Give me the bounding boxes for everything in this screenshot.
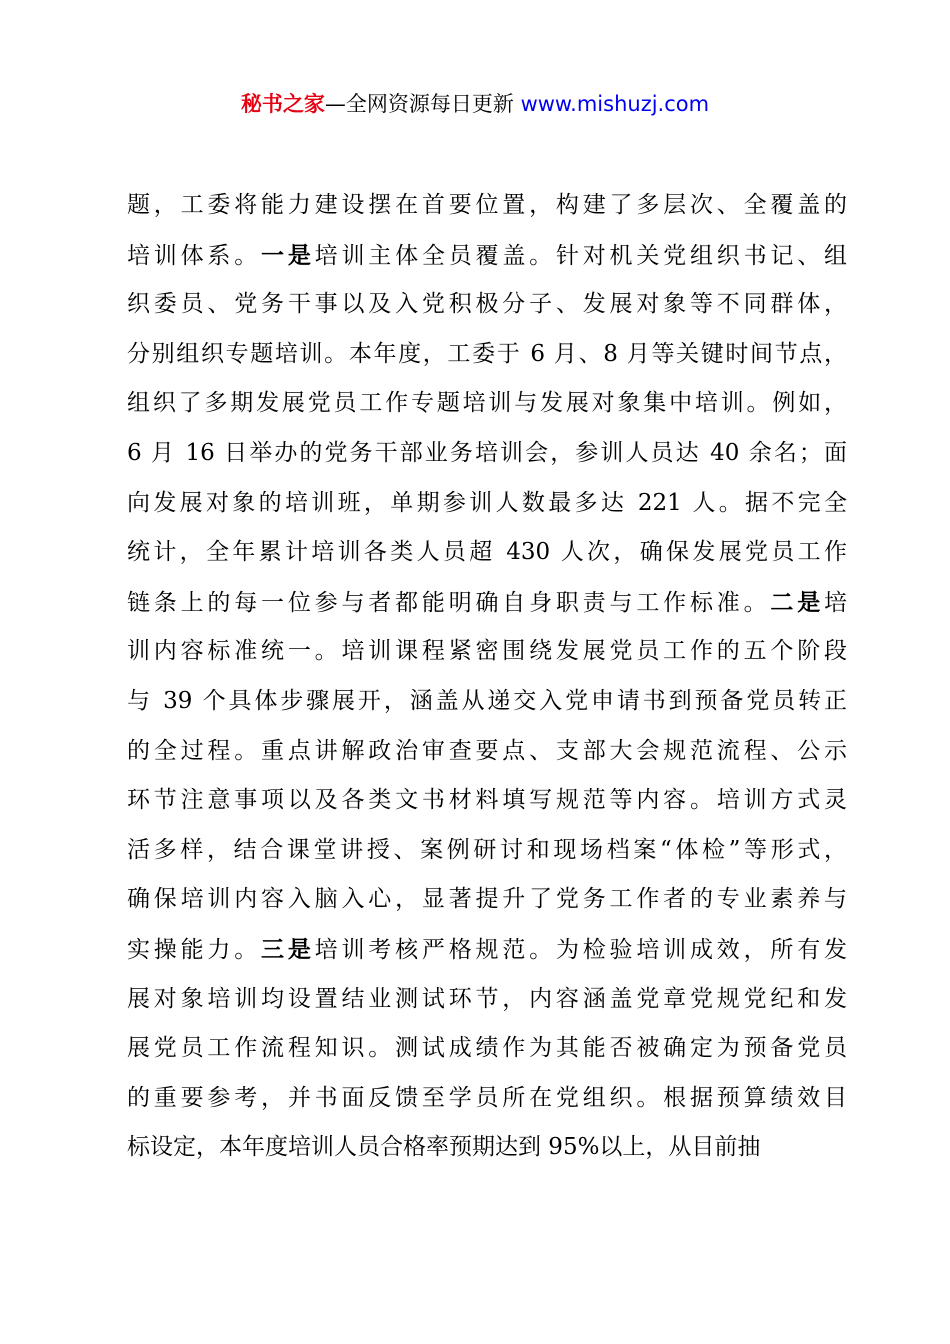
text-line xyxy=(127,677,847,727)
text-segment: 环节注意事项以及各类文书材料填写规范等内容。培训方式灵 xyxy=(127,787,847,814)
text-segment: 培训考核严格规范。为检验培训成效，所有发 xyxy=(314,936,847,963)
text-segment: 题，工委将能力建设摆在首要位置，构建了多层次、全覆盖的 xyxy=(127,192,847,218)
bold-marker: 三是 xyxy=(261,935,315,963)
text-line xyxy=(127,727,847,777)
text-segment: 培训体系。 xyxy=(127,242,262,269)
text-segment: 的重要参考，并书面反馈至学员所在党组织。根据预算绩效目 xyxy=(127,1084,847,1111)
page-header xyxy=(0,88,950,120)
text-segment: 标设定，本年度培训人员合格率预期达到 95%以上，从目前抽 xyxy=(127,1134,761,1161)
bold-marker: 一是 xyxy=(261,241,315,269)
text-segment: 活多样，结合课堂讲授、案例研讨和现场档案“体检”等形式， xyxy=(127,836,847,863)
text-segment: 统计，全年累计培训各类人员超 430 人次，确保发展党员工作 xyxy=(127,539,847,566)
text-segment: 确保培训内容入脑入心，显著提升了党务工作者的专业素养与 xyxy=(127,886,847,913)
text-segment: 链条上的每一位参与者都能明确自身职责与工作标准。 xyxy=(127,589,771,616)
text-line xyxy=(127,330,847,380)
bold-marker: 二是 xyxy=(770,588,825,616)
text-segment: 分别组织专题培训。本年度，工委于 6 月、8 月等关键时间节点， xyxy=(127,340,847,367)
text-segment: 展对象培训均设置结业测试环节，内容涵盖党章党规党纪和发 xyxy=(127,985,847,1012)
text-line xyxy=(127,826,847,876)
text-segment: 向发展对象的培训班，单期参训人数最多达 221 人。据不完全 xyxy=(127,489,847,516)
text-segment: 的全过程。重点讲解政治审查要点、支部大会规范流程、公示 xyxy=(127,737,847,764)
text-line xyxy=(127,925,847,975)
text-line xyxy=(127,528,847,578)
header-tagline: —全网资源每日更新 xyxy=(324,92,514,116)
text-segment: 训内容标准统一。培训课程紧密围绕发展党员工作的五个阶段 xyxy=(127,638,847,665)
text-line xyxy=(127,1074,847,1124)
text-line xyxy=(127,1024,847,1074)
document-body xyxy=(127,181,847,1173)
text-segment: 培 xyxy=(824,589,847,616)
text-line xyxy=(127,280,847,330)
brand-name: 秘书之家 xyxy=(240,92,325,116)
text-segment: 与 39 个具体步骤展开，涵盖从递交入党申请书到预备党员转正 xyxy=(127,687,847,714)
text-line xyxy=(127,776,847,826)
text-line xyxy=(127,181,847,231)
text-line xyxy=(127,479,847,529)
text-line xyxy=(127,875,847,925)
text-segment: 展党员工作流程知识。测试成绩作为其能否被确定为预备党员 xyxy=(127,1035,847,1062)
text-segment: 培训主体全员覆盖。针对机关党组织书记、组 xyxy=(314,242,847,269)
text-segment: 织委员、党务干事以及入党积极分子、发展对象等不同群体， xyxy=(127,291,847,318)
site-url-link[interactable]: www.mishuzj.com xyxy=(520,92,710,116)
text-line xyxy=(127,231,847,281)
text-segment: 组织了多期发展党员工作专题培训与发展对象集中培训。例如， xyxy=(127,390,847,417)
text-line xyxy=(127,975,847,1025)
text-segment: 实操能力。 xyxy=(127,936,262,963)
text-line xyxy=(127,578,847,628)
text-line xyxy=(127,1123,847,1173)
text-line xyxy=(127,429,847,479)
text-segment: 6 月 16 日举办的党务干部业务培训会，参训人员达 40 余名；面 xyxy=(127,439,847,466)
text-line xyxy=(127,627,847,677)
text-line xyxy=(127,379,847,429)
